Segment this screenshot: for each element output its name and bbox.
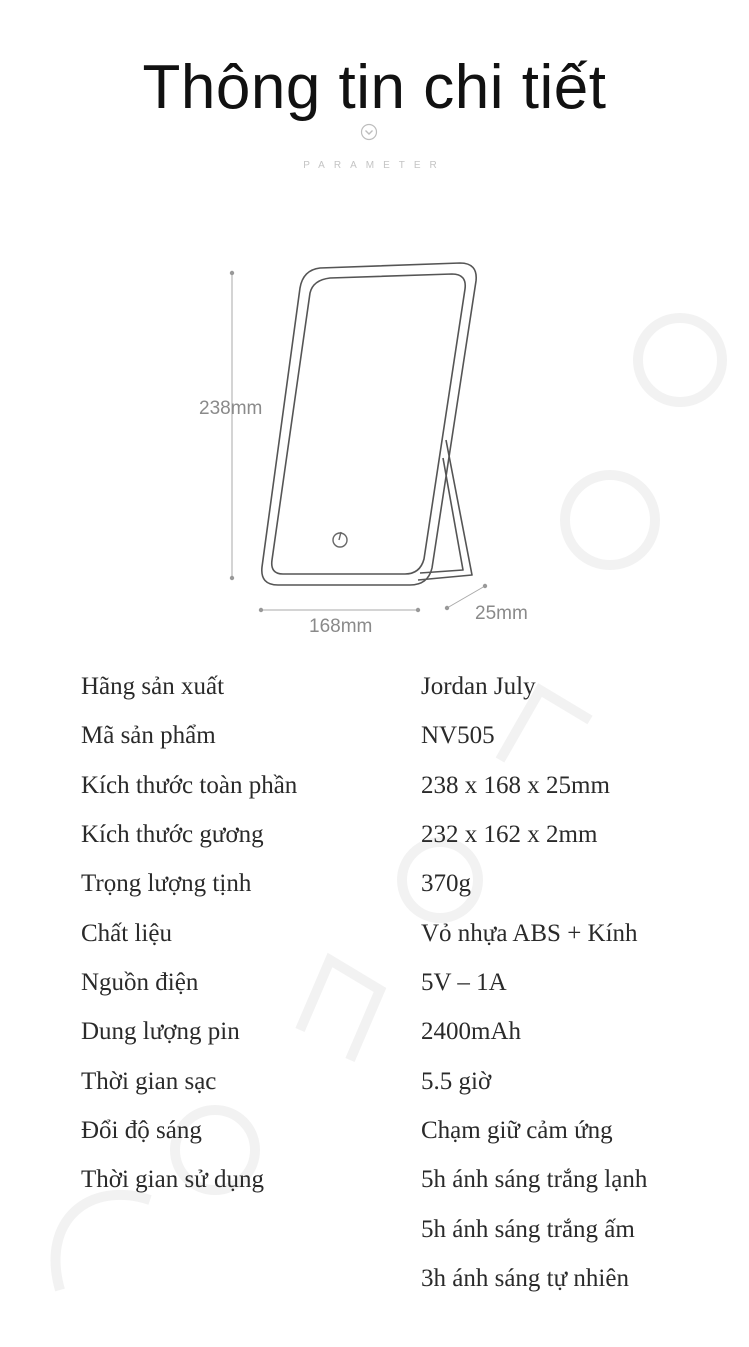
spec-value: Vỏ nhựa ABS + Kính (421, 920, 638, 947)
spec-row (0, 1160, 749, 1200)
page-subtitle: PARAMETER (303, 160, 446, 171)
spec-row (0, 1210, 749, 1250)
spec-key: Kích thước toàn phần (81, 772, 298, 799)
spec-row (0, 864, 749, 904)
spec-row (0, 766, 749, 806)
depth-dimension-label: 25mm (475, 603, 528, 624)
spec-value: 370g (421, 870, 471, 897)
spec-key: Chất liệu (81, 920, 172, 947)
spec-value: 5V – 1A (421, 969, 507, 996)
spec-key: Hãng sản xuất (81, 673, 225, 700)
chevron-down-circle-icon (360, 123, 378, 141)
spec-value: Jordan July (421, 673, 536, 700)
product-diagram (0, 230, 749, 630)
spec-row (0, 914, 749, 954)
spec-key: Thời gian sử dụng (81, 1166, 265, 1193)
spec-value: NV505 (421, 722, 495, 749)
height-dimension-label: 238mm (199, 398, 263, 419)
page-title: Thông tin chi tiết (142, 53, 607, 122)
spec-row (0, 815, 749, 855)
spec-key: Nguồn điện (81, 969, 199, 996)
spec-row (0, 667, 749, 707)
spec-row (0, 716, 749, 756)
spec-value: 3h ánh sáng tự nhiên (421, 1265, 629, 1292)
spec-key: Thời gian sạc (81, 1068, 217, 1095)
spec-key: Kích thước gương (81, 821, 264, 848)
spec-row (0, 1062, 749, 1102)
power-touch-icon (333, 532, 347, 547)
spec-value: Chạm giữ cảm ứng (421, 1117, 613, 1144)
spec-key: Đổi độ sáng (81, 1117, 202, 1144)
spec-value: 5h ánh sáng trắng lạnh (421, 1166, 648, 1193)
spec-row (0, 1012, 749, 1052)
spec-value: 2400mAh (421, 1018, 521, 1045)
spec-value: 5.5 giờ (421, 1068, 492, 1095)
spec-value: 238 x 168 x 25mm (421, 772, 610, 799)
spec-value: 5h ánh sáng trắng ấm (421, 1216, 635, 1243)
spec-key: Dung lượng pin (81, 1018, 240, 1045)
spec-row (0, 1259, 749, 1299)
spec-row (0, 963, 749, 1003)
spec-value: 232 x 162 x 2mm (421, 821, 598, 848)
spec-key: Trọng lượng tịnh (81, 870, 252, 897)
spec-key: Mã sản phẩm (81, 722, 216, 749)
width-dimension-label: 168mm (309, 616, 373, 637)
spec-row (0, 1111, 749, 1151)
